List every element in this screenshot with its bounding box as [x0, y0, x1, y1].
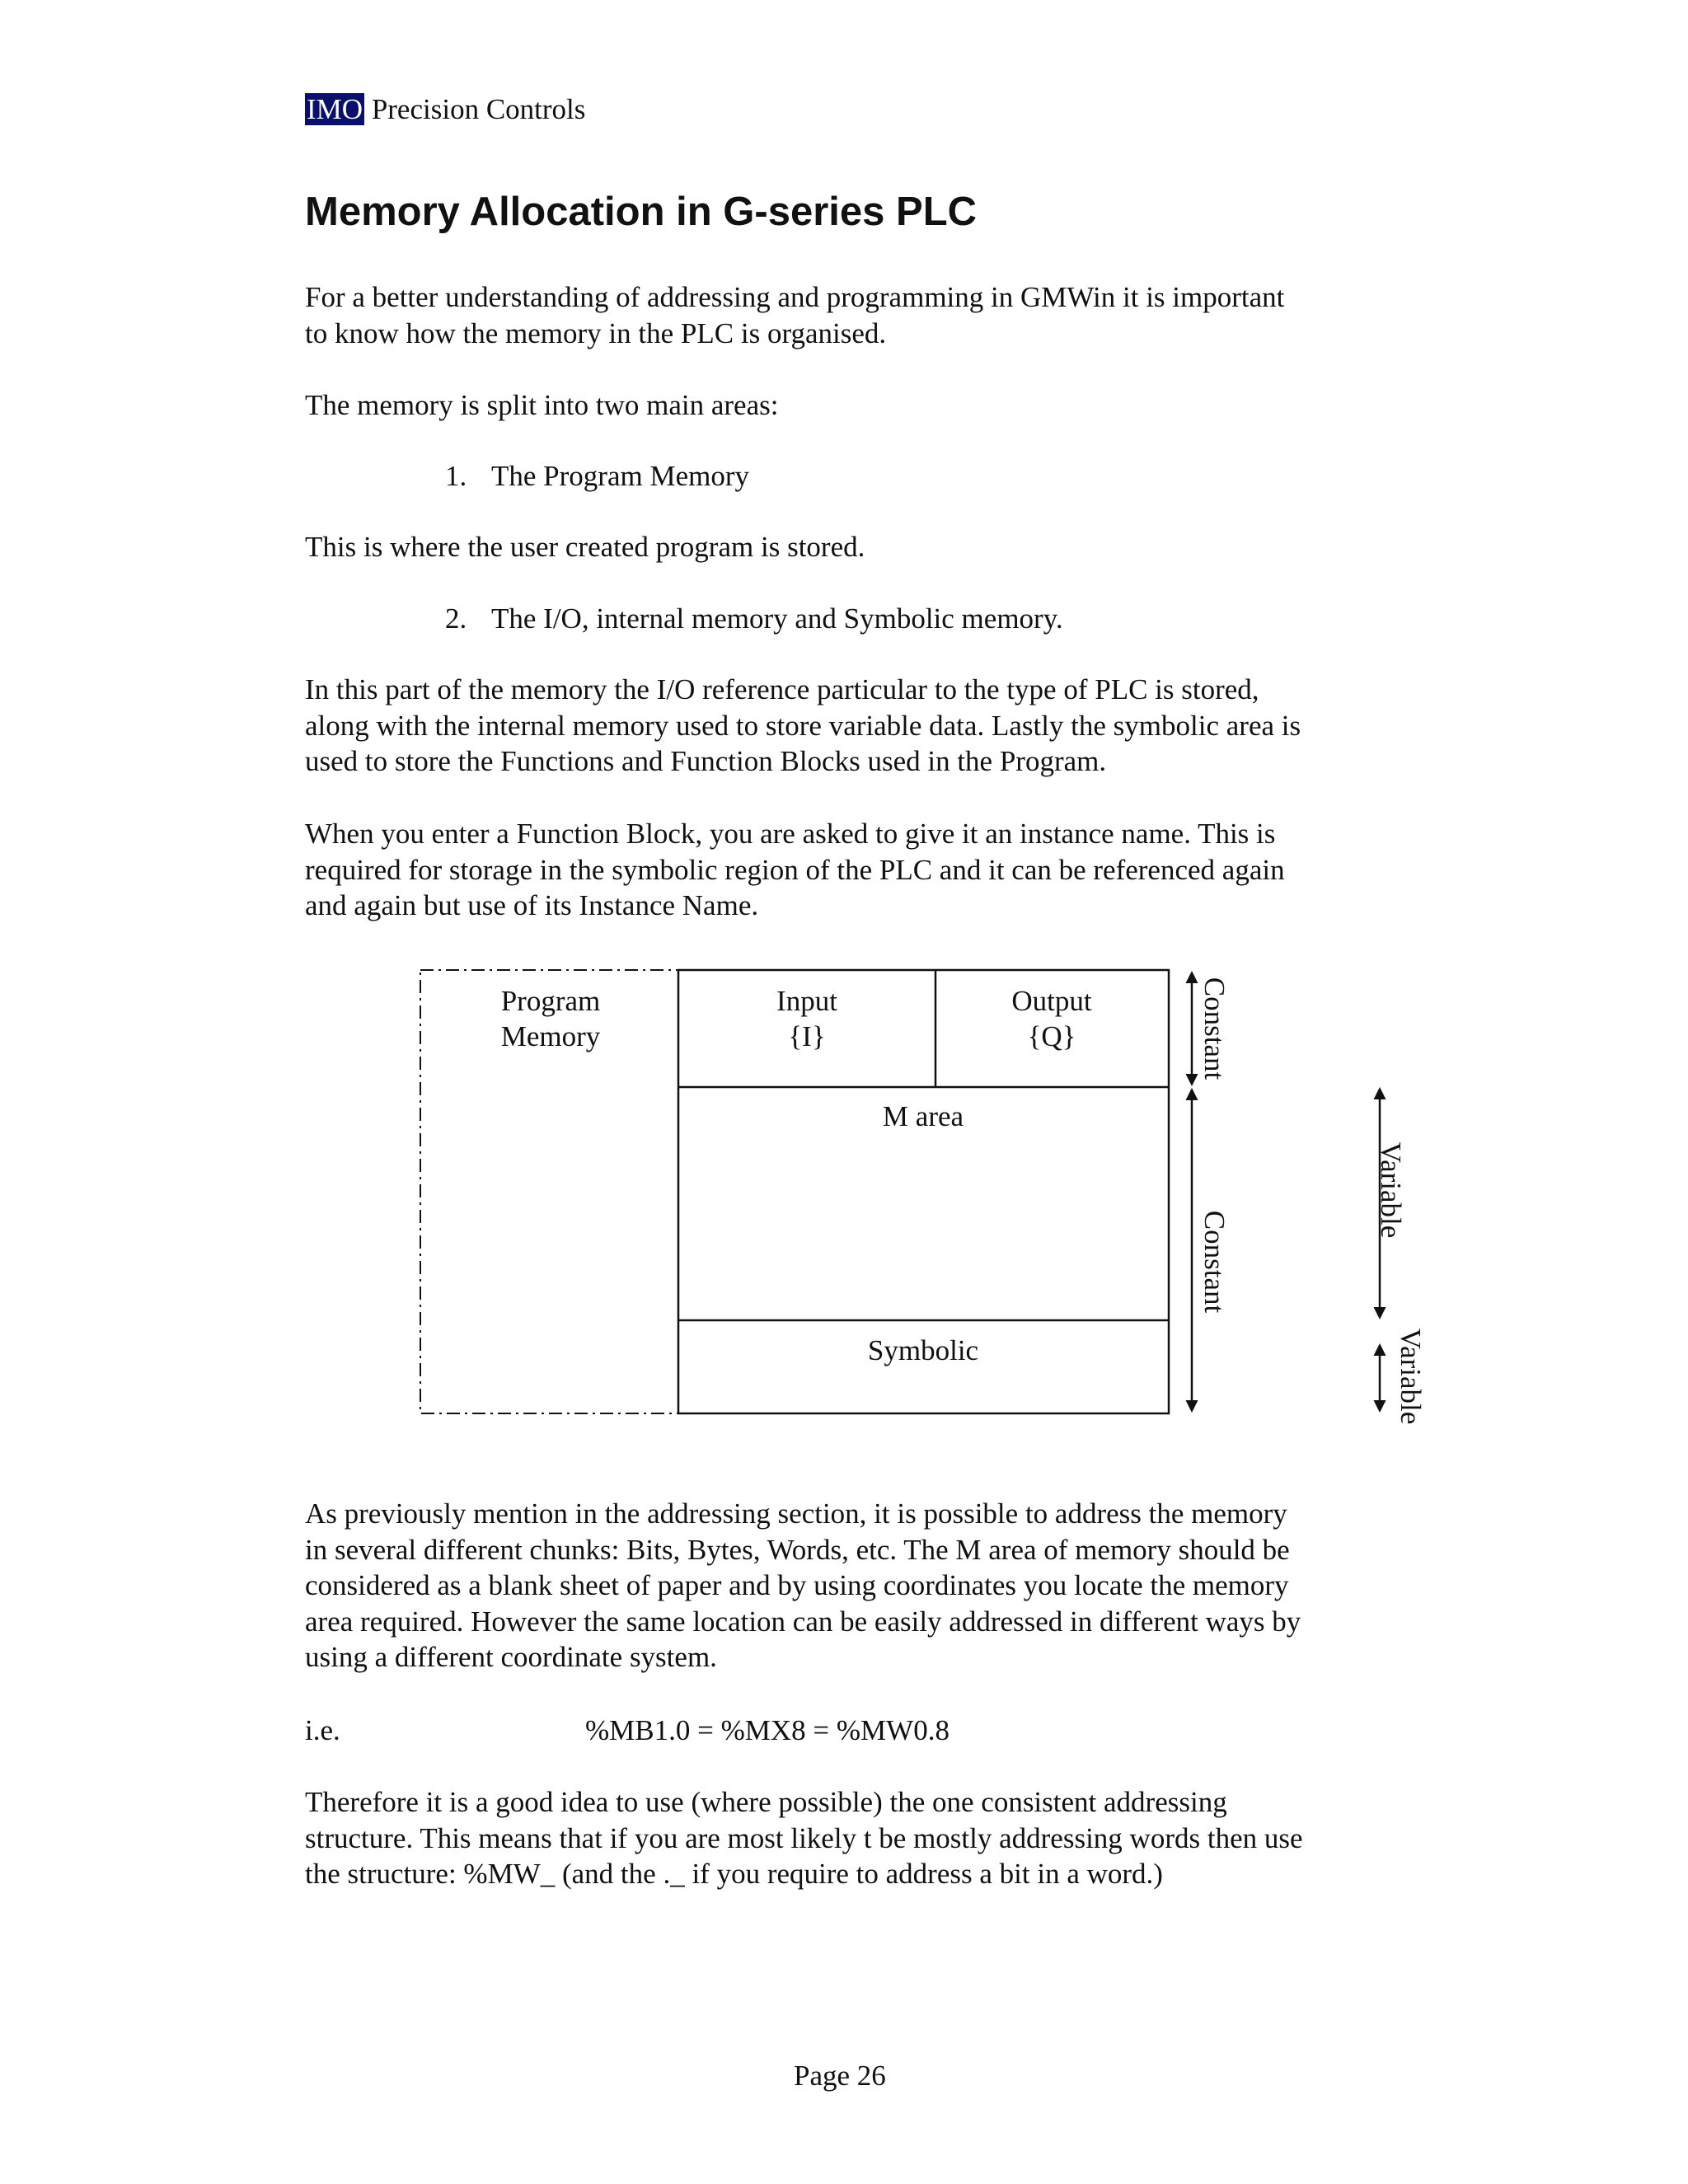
constant-io-label: Constant [1198, 977, 1231, 1080]
company-name: Precision Controls [371, 93, 586, 125]
page-title: Memory Allocation in G-series PLC [305, 190, 978, 234]
list-item-2-number: 2. [445, 602, 467, 635]
split-text: The memory is split into two main areas: [305, 389, 779, 421]
program-note: This is where the user created program is stored. [305, 531, 865, 563]
list-item-2-text: The I/O, internal memory and Symbolic memory. [491, 602, 1063, 635]
variable-upper-label: Variable [1374, 1141, 1407, 1239]
input-label: Input [776, 985, 837, 1017]
fb-line: and again but use of its Instance Name. [305, 889, 759, 921]
program-memory-label: Memory [500, 1020, 601, 1052]
addr-line: area required. However the same location can be easily addressed in different ways by [305, 1605, 1301, 1638]
intro-line: For a better understanding of addressing and programming in GMWin it is important [305, 281, 1285, 313]
addr-line: As previously mention in the addressing section, it is possible to address the memory [305, 1497, 1287, 1530]
example-label: i.e. [305, 1714, 340, 1746]
fb-line: When you enter a Function Block, you are asked to give it an instance name. This is [305, 818, 1276, 850]
addr-line: in several different chunks: Bits, Bytes, Words, etc. The M area of memory should be [305, 1533, 1290, 1566]
imo-logo: IMO [307, 93, 363, 125]
input-label: {I} [788, 1020, 826, 1052]
program-memory-label: Program [500, 985, 601, 1017]
output-label: Output [1011, 985, 1092, 1017]
final-line: structure. This means that if you are most likely t be mostly addressing words then use [305, 1821, 1303, 1854]
symbolic-label: Symbolic [867, 1334, 979, 1366]
output-label: {Q} [1027, 1020, 1076, 1052]
addr-line: considered as a blank sheet of paper and by using coordinates you locate the memory [305, 1569, 1289, 1601]
list-item-1-text: The Program Memory [491, 460, 749, 492]
io-line: used to store the Functions and Function Blocks used in the Program. [305, 745, 1107, 777]
io-line: along with the internal memory used to store variable data. Lastly the symbolic area is [305, 709, 1301, 742]
final-paragraph [305, 1784, 1303, 1892]
m-area-label: M area [882, 1100, 964, 1132]
variable-lower-label: Variable [1394, 1328, 1427, 1425]
final-line: the structure: %MW_ (and the ._ if you require to address a bit in a word.) [305, 1858, 1163, 1890]
addr-line: using a different coordinate system. [305, 1641, 717, 1673]
io-line: In this part of the memory the I/O reference particular to the type of PLC is stored, [305, 673, 1259, 705]
final-line: Therefore it is a good idea to use (where possible) the one consistent addressing [305, 1786, 1227, 1818]
intro-line: to know how the memory in the PLC is organised. [305, 316, 887, 349]
list-item-1-number: 1. [445, 460, 467, 492]
addressing-paragraph [305, 1496, 1301, 1675]
example-expression: %MB1.0 = %MX8 = %MW0.8 [585, 1714, 950, 1746]
constant-main-label: Constant [1198, 1210, 1231, 1314]
fb-line: required for storage in the symbolic region of the PLC and it can be referenced again [305, 853, 1285, 886]
page-number: Page 26 [794, 2060, 886, 2092]
